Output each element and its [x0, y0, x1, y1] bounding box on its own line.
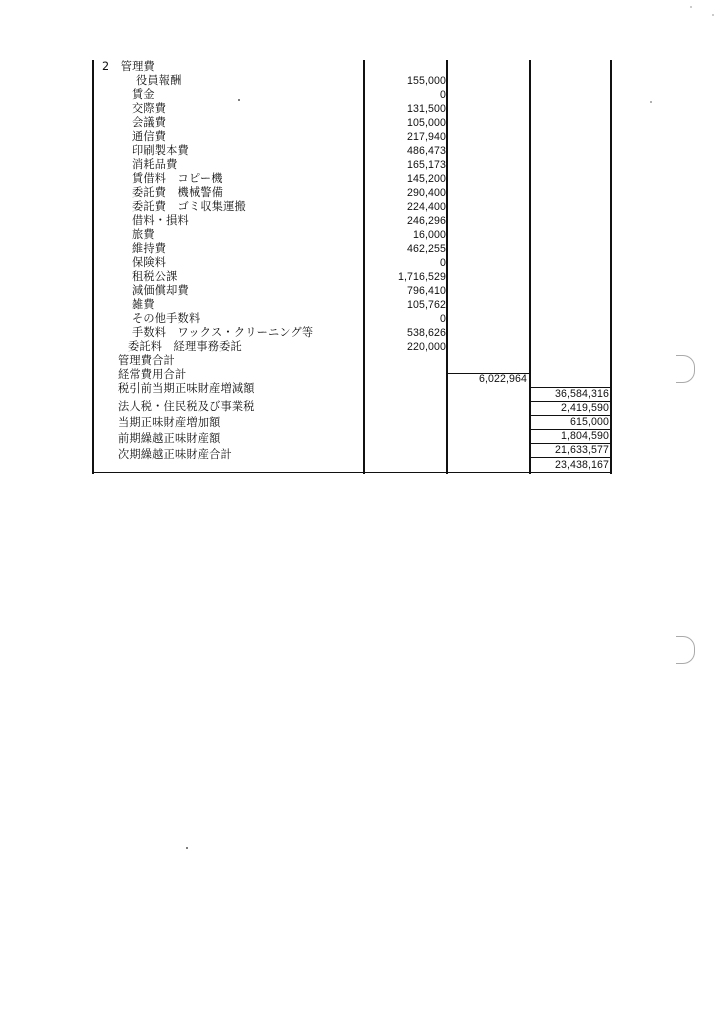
summary-row: [92, 368, 612, 382]
item-label: 交際費: [132, 102, 167, 115]
section-header-row: [92, 60, 612, 74]
item-label: 維持費: [132, 242, 167, 255]
item-amount: 155,000: [407, 75, 446, 87]
table-row: [92, 102, 612, 116]
summary-label: 税引前当期正味財産増減額: [118, 382, 255, 395]
section-label: 2 管理費: [102, 60, 155, 73]
table-row: [92, 228, 612, 242]
punch-hole-shadow: [676, 636, 695, 664]
table-row: [92, 340, 612, 354]
table-row: [92, 186, 612, 200]
item-amount: 105,000: [407, 117, 446, 129]
punch-hole-shadow: [676, 355, 695, 383]
summary-label: 経常費用合計: [118, 368, 187, 381]
table-row: [92, 326, 612, 340]
item-amount: 224,400: [407, 201, 446, 213]
table-row: [92, 256, 612, 270]
item-amount: 105,762: [407, 299, 446, 311]
item-label: 旅費: [132, 228, 155, 241]
scan-speck: [186, 847, 188, 849]
scan-speck: [238, 99, 240, 101]
item-label: 印刷製本費: [132, 144, 189, 157]
item-label: 手数料 ワックス・クリーニング等: [132, 326, 314, 339]
item-label: 委託費 ゴミ収集運搬: [132, 200, 246, 213]
item-amount: 0: [440, 313, 446, 325]
summary-amount: 36,584,316: [554, 388, 609, 400]
item-label: その他手数料: [132, 312, 201, 325]
item-amount: 165,173: [407, 159, 446, 171]
summary-amount-row: [92, 458, 612, 472]
table-row: [92, 312, 612, 326]
summary-row: [92, 382, 612, 396]
item-label: 役員報酬: [136, 74, 182, 87]
admin-total-row: [92, 354, 612, 368]
summary-label: 前期繰越正味財産額: [118, 432, 221, 445]
summary-amount: 615,000: [570, 416, 609, 428]
item-amount: 486,473: [407, 145, 446, 157]
table-row: [92, 200, 612, 214]
item-amount: 796,410: [407, 285, 446, 297]
item-label: 賃借料 コピー機: [132, 172, 223, 185]
summary-row: [92, 400, 612, 414]
item-amount: 290,400: [407, 187, 446, 199]
item-label: 保険料: [132, 256, 167, 269]
scan-speck: [712, 14, 714, 16]
table-bottom-border: [92, 472, 612, 473]
summary-amount: 1,804,590: [560, 430, 609, 442]
table-row: [92, 284, 612, 298]
summary-label: 当期正味財産増加額: [118, 416, 221, 429]
scan-speck: [650, 101, 652, 103]
item-label: 賃金: [132, 88, 155, 101]
table-row: [92, 298, 612, 312]
item-amount: 217,940: [407, 131, 446, 143]
item-label: 会議費: [132, 116, 167, 129]
item-amount: 131,500: [407, 103, 446, 115]
item-amount: 220,000: [407, 341, 446, 353]
item-label: 租税公課: [132, 270, 178, 283]
item-amount: 0: [440, 257, 446, 269]
item-label: 借料・損料: [132, 214, 189, 227]
summary-amount: 2,419,590: [560, 402, 609, 414]
summary-row: [92, 416, 612, 430]
table-row: [92, 270, 612, 284]
table-row: [92, 242, 612, 256]
item-amount: 0: [440, 89, 446, 101]
item-label: 委託料 経理事務委託: [128, 340, 242, 353]
item-amount: 16,000: [412, 229, 446, 241]
item-amount: 462,255: [407, 243, 446, 255]
admin-total-label: 管理費合計: [118, 354, 175, 367]
item-amount: 145,200: [407, 173, 446, 185]
table-row: [92, 158, 612, 172]
table-row: [92, 130, 612, 144]
ledger-table: [92, 60, 612, 474]
item-label: 減価償却費: [132, 284, 189, 297]
item-label: 雑費: [132, 298, 155, 311]
table-row: [92, 74, 612, 88]
summary-amount: 21,633,577: [554, 444, 609, 456]
table-row: [92, 116, 612, 130]
item-amount: 1,716,529: [397, 271, 446, 283]
item-amount: 538,626: [407, 327, 446, 339]
summary-label: 次期繰越正味財産合計: [118, 448, 232, 461]
table-row: [92, 214, 612, 228]
item-label: 消耗品費: [132, 158, 178, 171]
item-amount: 246,296: [407, 215, 446, 227]
item-label: 通信費: [132, 130, 167, 143]
table-row: [92, 172, 612, 186]
scan-speck: [690, 6, 692, 8]
table-row: [92, 144, 612, 158]
table-row: [92, 88, 612, 102]
summary-label: 法人税・住民税及び事業税: [118, 400, 255, 413]
item-label: 委託費 機械警備: [132, 186, 224, 199]
admin-total-amount: 6,022,964: [478, 373, 527, 385]
summary-amount: 23,438,167: [554, 459, 609, 471]
